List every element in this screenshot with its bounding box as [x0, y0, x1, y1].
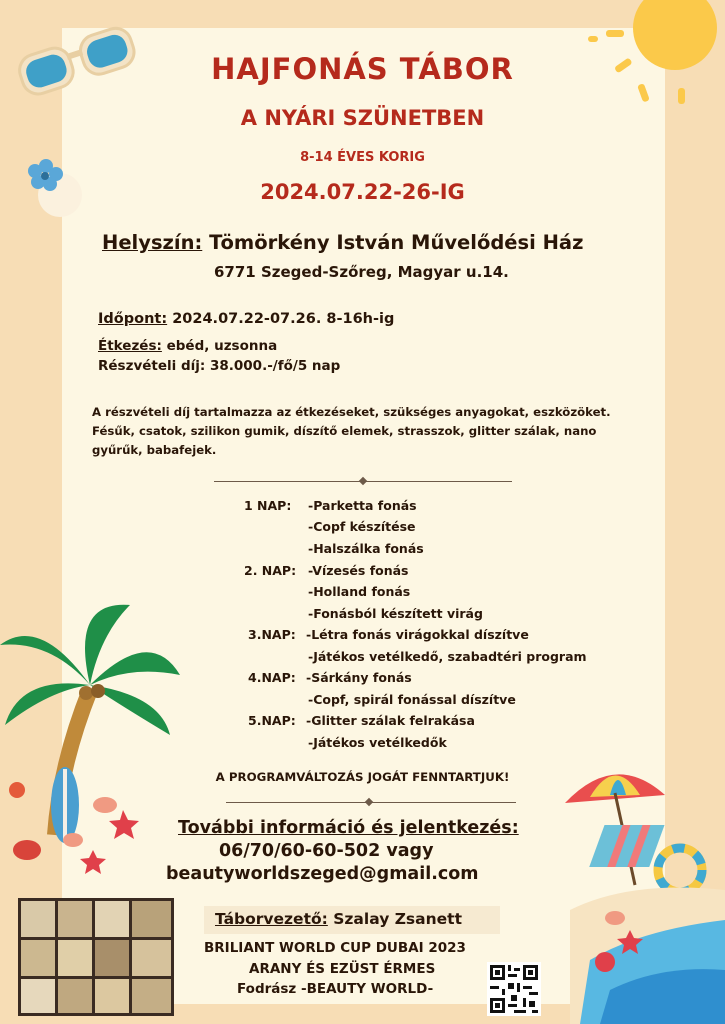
qr-code-icon[interactable] [487, 962, 541, 1016]
time-line [98, 311, 394, 327]
leader-business: Fodrász -BEAUTY WORLD- [237, 981, 434, 997]
location-line [102, 231, 583, 254]
contact-phone[interactable]: 06/70/60-60-502 vagy [219, 841, 434, 861]
program-day: 3.NAP: [248, 627, 296, 642]
age-range: 8-14 ÉVES KORIG [300, 150, 425, 165]
camp-dates: 2024.07.22-26-IG [260, 180, 465, 204]
program-item: -Játékos vetélkedők [308, 735, 447, 750]
description-line: Fésűk, csatok, szilikon gumik, díszítő elemek, strasszok, glitter szálak, nano [92, 424, 597, 438]
leader-name: Szalay Zsanett [333, 910, 462, 928]
program-item: -Parketta fonás [308, 498, 417, 513]
program-item: -Halszálka fonás [308, 541, 424, 556]
contact-heading: További információ és jelentkezés: [178, 818, 519, 838]
contact-email[interactable]: beautyworldszeged@gmail.com [166, 864, 479, 884]
meal-value: ebéd, uzsonna [166, 338, 278, 354]
program-day: 4.NAP: [248, 670, 296, 685]
beach-decor-left-icon [5, 770, 145, 880]
program-item: -Sárkány fonás [306, 670, 412, 685]
program-day: 2. NAP: [244, 563, 297, 578]
leader-line [215, 910, 462, 928]
leader-award-line1: BRILIANT WORLD CUP DUBAI 2023 [204, 940, 466, 956]
description-line: gyűrűk, babafejek. [92, 443, 217, 457]
program-day: 5.NAP: [248, 713, 296, 728]
program-notice: A PROGRAMVÁLTOZÁS JOGÁT FENNTARTJUK! [215, 770, 510, 784]
poster-subtitle: A NYÁRI SZÜNETBEN [240, 106, 485, 130]
program-item: -Glitter szálak felrakása [306, 713, 475, 728]
meal-label: Étkezés: [98, 338, 162, 354]
description-line: A részvételi díj tartalmazza az étkezéseket, szükséges anyagokat, eszközöket. [92, 405, 611, 419]
location-label: Helyszín: [102, 231, 203, 254]
leader-award-line2: ARANY ÉS EZÜST ÉRMES [249, 961, 436, 977]
program-item: -Fonásból készített virág [308, 606, 483, 621]
program-item: -Copf, spirál fonással díszítve [308, 692, 516, 707]
program-item: -Játékos vetélkedő, szabadtéri program [308, 649, 587, 664]
program-item: -Létra fonás virágokkal díszítve [306, 627, 529, 642]
time-label: Időpont: [98, 311, 168, 327]
hairstyle-photo-collage [18, 898, 174, 1016]
time-value: 2024.07.22-07.26. 8-16h-ig [172, 311, 395, 327]
location-address: 6771 Szeged-Szőreg, Magyar u.14. [214, 263, 509, 281]
program-item: -Copf készítése [308, 519, 416, 534]
poster-title: HAJFONÁS TÁBOR [211, 52, 514, 86]
beach-sea-icon [570, 870, 725, 1024]
leader-label: Táborvezető: [215, 910, 328, 928]
description [92, 403, 611, 460]
program-day: 1 NAP: [244, 498, 292, 513]
program-item: -Vízesés fonás [308, 563, 409, 578]
location-name: Tömörkény István Művelődési Ház [209, 231, 584, 254]
program-item: -Holland fonás [308, 584, 411, 599]
meal-line [98, 338, 277, 354]
fee-line: Részvételi díj: 38.000.-/fő/5 nap [98, 358, 341, 374]
